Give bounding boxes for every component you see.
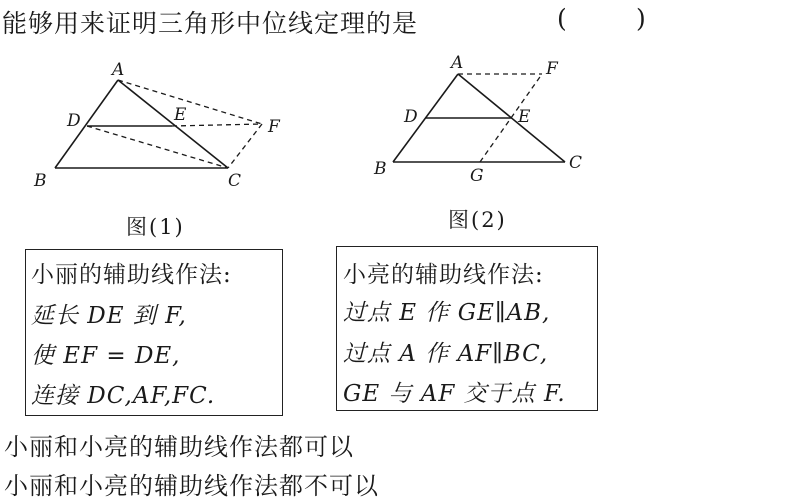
fig1-label-E: E <box>174 105 187 125</box>
question-text: 能够用来证明三角形中位线定理的是 <box>2 9 419 38</box>
xiaoli-line-3: 连接 DC,AF,FC. <box>31 383 216 409</box>
fig2-label-F: F <box>546 59 558 79</box>
xiaoli-title: 小丽的辅助线作法: <box>31 262 232 288</box>
figure-1-caption: 图(1) <box>126 215 185 239</box>
xiaoliang-line-3: GE 与 AF 交于点 F. <box>343 381 566 407</box>
xiaoliang-line-1: 过点 E 作 GE∥AB, <box>343 300 551 326</box>
xiaoli-line-2: 使 EF = DE, <box>31 343 181 369</box>
fig1-segment-AB <box>55 80 118 168</box>
answer-paren-close: ) <box>636 4 646 33</box>
fig1-segment-AC <box>118 80 228 168</box>
fig1-label-A: A <box>112 60 125 80</box>
fig1-dashed-DC <box>87 126 228 168</box>
answer-paren-open: ( <box>557 4 567 33</box>
fig2-label-C: C <box>569 153 583 173</box>
fig1-label-C: C <box>228 171 242 191</box>
fig1-label-B: B <box>34 171 47 191</box>
xiaoliang-title: 小亮的辅助线作法: <box>343 262 544 288</box>
fig2-label-G: G <box>470 166 484 186</box>
fig1-dashed-FC <box>228 124 262 168</box>
fig1-label-F: F <box>268 117 280 137</box>
xiaoli-line-1: 延长 DE 到 F, <box>31 303 187 329</box>
fig2-label-B: B <box>374 159 387 179</box>
fig2-label-D: D <box>404 107 418 127</box>
fig2-label-E: E <box>518 107 531 127</box>
fig1-dashed-AF <box>118 80 262 124</box>
figure-2-caption: 图(2) <box>448 208 507 232</box>
option-line-2: 小丽和小亮的辅助线作法都不可以 <box>4 472 379 500</box>
option-line-1: 小丽和小亮的辅助线作法都可以 <box>4 433 354 461</box>
fig1-label-D: D <box>67 111 81 131</box>
xiaoliang-line-2: 过点 A 作 AF∥BC, <box>343 341 549 367</box>
fig2-label-A: A <box>451 53 464 73</box>
